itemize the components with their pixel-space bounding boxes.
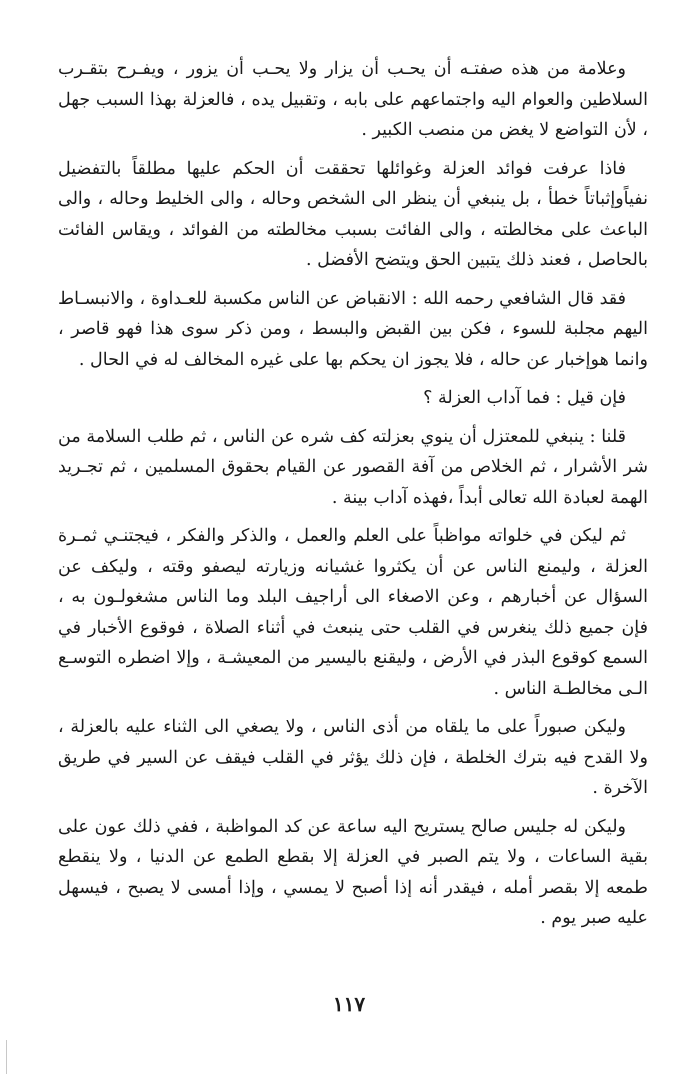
paragraph-2: فاذا عرفت فوائد العزلة وغوائلها تحققت أن الحكم عليها مطلقاً بالتفضيل نفياًوإثباتاً خطأ ، بل ينبغي أن ينظر الى الشخص وحاله ، والى الخليط وحاله ، والى الباعث على مخالطته ، والى الفائت بسبب مخالطته من الفوائد ، ويقاس الفائت بالحاصل ، فعند ذلك يتبين الحق ويتضح الأفضل . bbox=[58, 158, 648, 270]
paragraph-1: وعلامة من هذه صفتـه أن يحـب أن يزار ولا يحـب أن يزور ، ويفـرح بتقـرب السلاطين والعوام اليه واجتماعهم على بابه ، وتقبيل يده ، فالعزلة بهذا السبب جهل ، لأن التواضع لا يغض من منصب الكبير . bbox=[58, 59, 648, 140]
page-number: ١١٧ bbox=[332, 992, 366, 1016]
paragraph-8: وليكن له جليس صالح يستريح اليه ساعة عن كد المواظبة ، ففي ذلك عون على بقية الساعات ، ولا يتم الصبر في العزلة إلا بقطع الطمع عن الدنيا ، ولا ينقطع طمعه إلا بقصر أمله ، فيقدر أنه إذا أصبح لا يمسي ، وإذا أمسى لا يصبح ، فيسهل عليه صبر يوم . bbox=[58, 816, 648, 928]
paragraph-6: ثم ليكن في خلواته مواظباً على العلم والعمل ، والذكر والفكر ، فيجتنـي ثمـرة العزلة ، وليمنع الناس عن أن يكثروا غشيانه وزيارته ليصفو وقته ، وليكف عن السؤال عن أخبارهم ، وعن الاصغاء الى أراجيف البلد وما الناس مشغولـون به ، فإن جميع ذلك ينغرس في القلب حتى ينبعث في أثناء الصلاة ، فوقوع الأخبار في السمع كوقوع البذر في الأرض ، وليقنع باليسير من المعيشـة ، وإلا اضطره التوسـع الـى مخالطـة الناس . bbox=[58, 526, 648, 699]
paragraph-5: قلنا : ينبغي للمعتزل أن ينوي بعزلته كف شره عن الناس ، ثم طلب السلامة من شر الأشرار ، ثم الخلاص من آفة القصور عن القيام بحقوق المسلمين ، ثم تجـريد الهمة لعبادة الله تعالى أبداً ،فهذه آداب بينة . bbox=[58, 426, 648, 508]
paragraph-7: وليكن صبوراً على ما يلقاه من أذى الناس ، ولا يصغي الى الثناء عليه بالعزلة ، ولا القدح فيه بترك الخلطة ، فإن ذلك يؤثر في القلب فيقف عن السير في طريق الآخرة . bbox=[58, 717, 648, 798]
scan-edge-mark bbox=[6, 1040, 7, 1074]
page-body-text bbox=[58, 54, 648, 934]
paragraph-4: فإن قيل : فما آداب العزلة ؟ bbox=[423, 388, 626, 408]
paragraph-3: فقد قال الشافعي رحمه الله : الانقباض عن الناس مكسبة للعـداوة ، والانبسـاط اليهم مجلبة للسوء ، فكن بين القبض والبسط ، ومن ذكر سوى هذا فهو قاصر ، وانما هوإخبار عن حاله ، فلا يجوز ان يحكم بها على غيره المخالف له في الحال . bbox=[58, 288, 648, 370]
